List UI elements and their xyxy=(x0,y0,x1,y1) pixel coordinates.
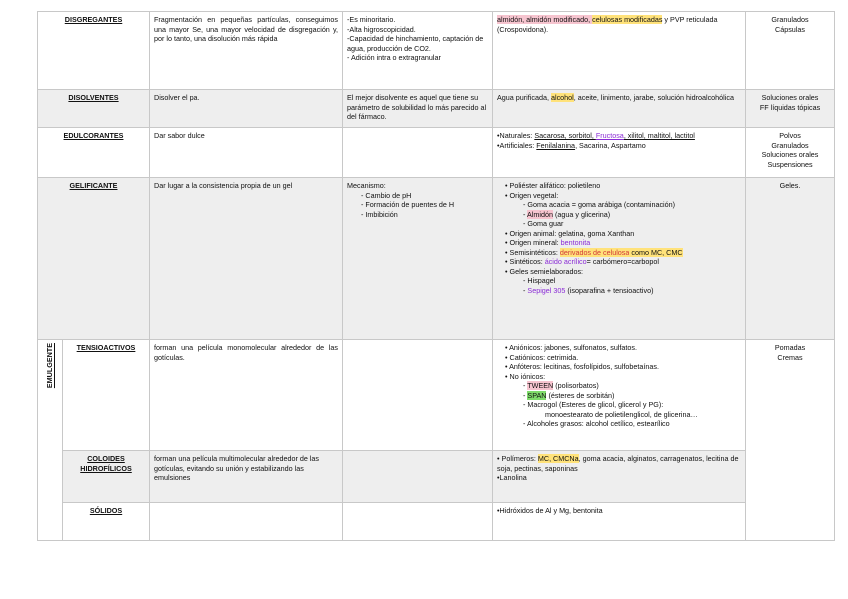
forms-cell: Pomadas Cremas xyxy=(746,340,835,541)
row-coloides xyxy=(38,451,835,503)
forms-cell: Granulados Cápsulas xyxy=(746,12,835,90)
examples-cell: Agua purificada, alcohol, aceite, linimento, jarabe, solución hidroalcohólica xyxy=(493,90,746,128)
examples-cell: • Polímeros: MC, CMCNa, goma acacia, alginatos, carragenatos, lecitina de soja, pectinas, saponinas •Lanolina xyxy=(493,451,746,503)
description-cell xyxy=(150,503,343,541)
row-disolventes xyxy=(38,90,835,128)
emulgente-group-cell: EMULGENTE xyxy=(38,340,63,541)
properties-cell xyxy=(343,128,493,178)
forms-cell: Polvos Granulados Soluciones orales Suspensiones xyxy=(746,128,835,178)
examples-list: • Poliéster alifático: polietileno • Origen vegetal: - Goma acacia = goma arábiga (contaminación) - Almidón (agua y glicerina) - Goma guar • Origen animal: gelatina, goma Xanthan • Origen mineral: bentonita • Semisintéticos: derivados de celulosa como MC, CMC • Sintéticos: ácido acrílico= carbómero=carbopol • Geles semielaborados: - Hispagel - Sepigel 305 (isoparafina + tensioactivo) xyxy=(497,181,741,295)
mechanism-list: - Cambio de pH - Formación de puentes de H - Imbibición xyxy=(347,191,488,220)
subcategory-cell: SÓLIDOS xyxy=(63,503,150,541)
category-cell: GELIFICANTE xyxy=(38,178,150,340)
row-solidos xyxy=(38,503,835,541)
description-cell: Dar lugar a la consistencia propia de un gel xyxy=(150,178,343,340)
row-tensioactivos xyxy=(38,340,835,451)
category-cell: EDULCORANTES xyxy=(38,128,150,178)
row-disgregantes xyxy=(38,12,835,90)
properties-cell: -Es minoritario. -Alta higroscopicidad. -Capacidad de hinchamiento, captación de agua, producción de CO2. - Adición intra o extragranular xyxy=(343,12,493,90)
properties-cell: El mejor disolvente es aquel que tiene su parámetro de solubilidad lo más parecido al del fármaco. xyxy=(343,90,493,128)
examples-cell: • Aniónicos: jabones, sulfonatos, sulfatos. • Catiónicos: cetrimida. • Anfóteros: lecitinas, fosfolípidos, sulfobetaínas. • No iónicos: - TWEEN (polisorbatos) - SPAN (ésteres de sorbitán) - Macrogol (Esteres de glicol, glicerol y PG): monoestearato de polietilenglicol, de glicerina… - Alcoholes grasos: alcohol cetílico, estearílico xyxy=(493,340,746,451)
subcategory-cell: TENSIOACTIVOS xyxy=(63,340,150,451)
row-edulcorantes xyxy=(38,128,835,178)
examples-cell: •Hidróxidos de Al y Mg, bentonita xyxy=(493,503,746,541)
examples-cell: almidón, almidón modificado, celulosas modificadas y PVP reticulada (Crospovidona). xyxy=(493,12,746,90)
properties-cell xyxy=(343,503,493,541)
excipients-table xyxy=(37,11,835,541)
row-gelificante xyxy=(38,178,835,340)
properties-cell xyxy=(343,340,493,451)
forms-cell: Soluciones orales FF líquidas tópicas xyxy=(746,90,835,128)
description-cell: Fragmentación en pequeñas partículas, conseguimos una mayor Se, una mayor velocidad de disgregación y, por lo tanto, una disolución más rápida xyxy=(150,12,343,90)
subcategory-cell: COLOIDES HIDROFÍLICOS xyxy=(63,451,150,503)
mechanism-cell: Mecanismo: - Cambio de pH - Formación de puentes de H - Imbibición xyxy=(343,178,493,340)
description-cell: Dar sabor dulce xyxy=(150,128,343,178)
properties-cell xyxy=(343,451,493,503)
description-cell: forman una película monomolecular alrededor de las gotículas. xyxy=(150,340,343,451)
examples-cell xyxy=(493,178,746,340)
examples-cell: •Naturales: Sacarosa, sorbitol, Fructosa, xilitol, maltitol, lactitol •Artificiales: Fenilalanina, Sacarina, Aspartamo xyxy=(493,128,746,178)
description-cell: Disolver el pa. xyxy=(150,90,343,128)
category-cell: DISOLVENTES xyxy=(38,90,150,128)
forms-cell: Geles. xyxy=(746,178,835,340)
description-cell: forman una película multimolecular alrededor de las gotículas, evitando su unión y estabilizando las emulsiones xyxy=(150,451,343,503)
category-cell: DISGREGANTES xyxy=(38,12,150,90)
